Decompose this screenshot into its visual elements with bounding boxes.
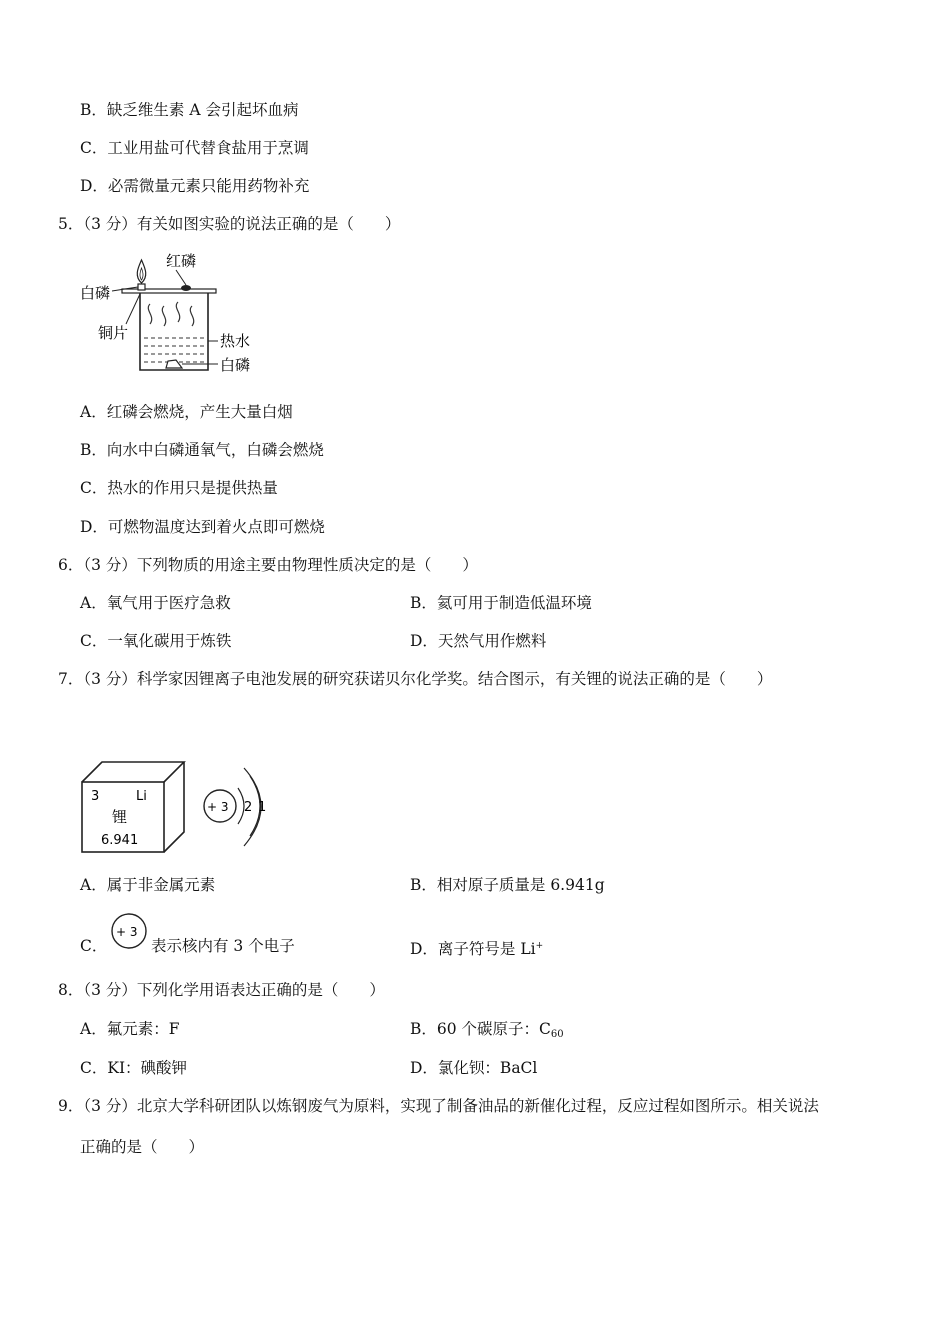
label-copper-sheet: 铜片 bbox=[98, 324, 129, 342]
label-hot-water: 热水 bbox=[220, 332, 251, 350]
q8-stem: 8．（3 分）下列化学用语表达正确的是（ ） bbox=[58, 981, 385, 999]
q7-option-b: B．相对原子质量是 6.941g bbox=[410, 876, 605, 894]
label-white-phosphorus-top: 白磷 bbox=[80, 284, 111, 302]
atomic-mass: 6.941 bbox=[101, 833, 139, 848]
q5-stem: 5．（3 分）有关如图实验的说法正确的是（ ） bbox=[58, 215, 401, 233]
q9-stem: 9．（3 分）北京大学科研团队以炼钢废气为原料，实现了制备油品的新催化过程，反应过程如图所示。相关说法 bbox=[58, 1097, 819, 1115]
q7-option-c-text: 表示核内有 3 个电子 bbox=[151, 937, 295, 955]
q6-option-a: A．氧气用于医疗急救 bbox=[80, 594, 231, 612]
white-phosphorus-top bbox=[138, 284, 145, 290]
q7-option-d: D．离子符号是 Li+ bbox=[410, 940, 544, 958]
q8-option-c: C．KI：碘酸钾 bbox=[80, 1059, 188, 1077]
q4-option-c: C．工业用盐可代替食盐用于烹调 bbox=[80, 139, 309, 157]
q5-option-d: D．可燃物温度达到着火点即可燃烧 bbox=[80, 518, 325, 536]
shell1-electrons: 2 bbox=[244, 800, 253, 815]
element-symbol: Li bbox=[136, 789, 147, 804]
q8-option-d: D．氯化钡：BaCl bbox=[410, 1059, 538, 1077]
q6-stem: 6．（3 分）下列物质的用途主要由物理性质决定的是（ ） bbox=[58, 556, 478, 574]
q5-option-c: C．热水的作用只是提供热量 bbox=[80, 479, 278, 497]
svg-text:+ 3: + 3 bbox=[116, 925, 138, 939]
q8-option-a: A．氟元素：F bbox=[80, 1020, 180, 1038]
copper-sheet bbox=[122, 289, 216, 293]
q5-option-b: B．向水中白磷通氧气，白磷会燃烧 bbox=[80, 441, 324, 459]
atomic-number: 3 bbox=[91, 789, 100, 804]
element-name: 锂 bbox=[112, 808, 128, 826]
q7-stem: 7．（3 分）科学家因锂离子电池发展的研究获诺贝尔化学奖。结合图示，有关锂的说法正确的是（ ） bbox=[58, 670, 773, 688]
q4-option-d: D．必需微量元素只能用药物补充 bbox=[80, 177, 310, 195]
q5-option-a: A．红磷会燃烧，产生大量白烟 bbox=[80, 403, 293, 421]
q7-figure-lithium bbox=[78, 760, 278, 856]
q5-figure-combustion-apparatus bbox=[78, 246, 278, 378]
shell2-electrons: 1 bbox=[258, 800, 267, 815]
label-white-phosphorus-bottom: 白磷 bbox=[220, 356, 251, 374]
nucleus-charge: + 3 bbox=[207, 800, 229, 814]
q9-stem-continued: 正确的是（ ） bbox=[80, 1138, 205, 1156]
q6-option-b: B．氦可用于制造低温环境 bbox=[410, 594, 592, 612]
q8-option-b: B．60 个碳原子：$C_{60}$ bbox=[410, 1020, 564, 1040]
q6-option-d: D．天然气用作燃料 bbox=[410, 632, 547, 650]
label-red-phosphorus: 红磷 bbox=[166, 252, 197, 270]
white-phosphorus-underwater bbox=[166, 360, 182, 368]
q6-option-c: C．一氧化碳用于炼铁 bbox=[80, 632, 232, 650]
beaker bbox=[140, 292, 208, 370]
red-phosphorus bbox=[181, 285, 191, 291]
q7-option-a: A．属于非金属元素 bbox=[80, 876, 216, 894]
q7-option-c-label: C． bbox=[80, 937, 108, 955]
q7-option-c-nucleus-icon bbox=[110, 912, 150, 952]
q4-option-b: B．缺乏维生素 A 会引起坏血病 bbox=[80, 101, 299, 119]
